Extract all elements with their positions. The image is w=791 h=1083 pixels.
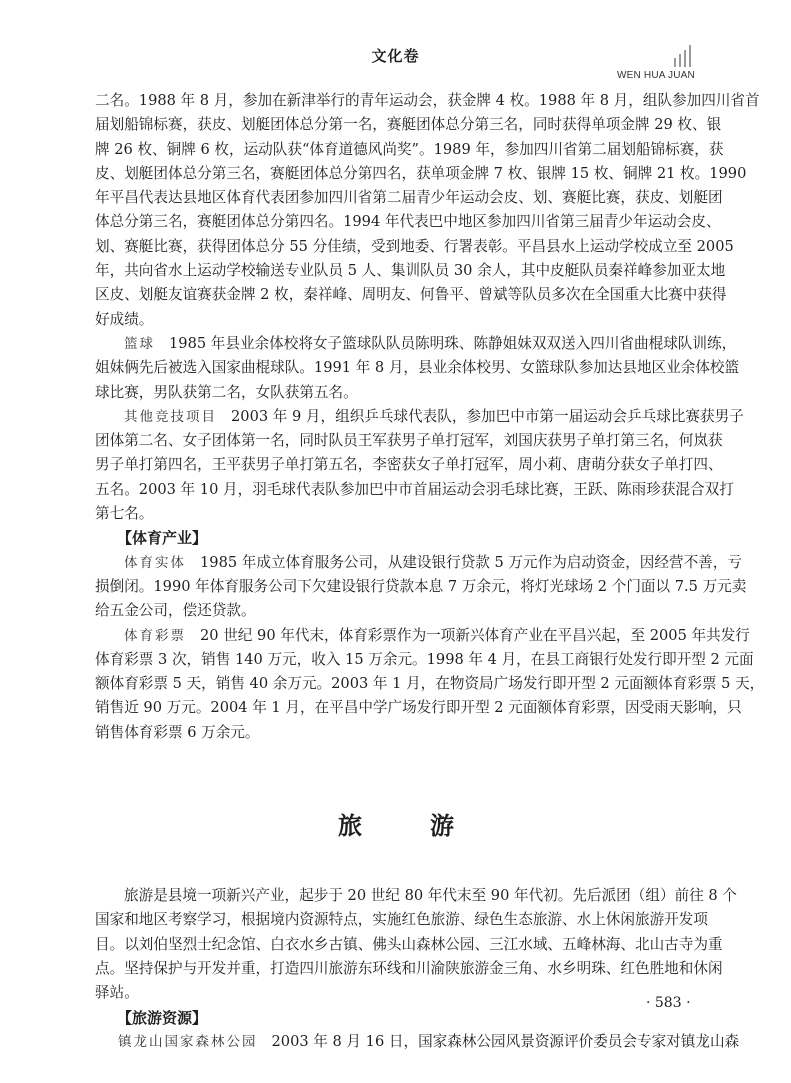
section-title-tourism: 旅 游	[338, 812, 476, 841]
text-line: 销售体育彩票 6 万余元。	[95, 723, 260, 741]
text-line: 团体第二名、女子团体第一名，同时队员王军获男子单打冠军，刘国庆获男子单打第三名，何岚获	[95, 432, 723, 450]
subheading-sports-industry: 【体育产业】	[117, 529, 208, 548]
text-line	[95, 1030, 740, 1054]
bars-logo-icon	[672, 43, 696, 67]
paragraph-basketball	[95, 332, 740, 405]
paragraph-other-sports	[95, 405, 744, 526]
spacer	[95, 851, 697, 884]
text-line: 点。坚持保护与开发并重，打造四川旅游东环线和川渝陕旅游金三角、水乡明珠、红色胜地和休闲	[95, 959, 723, 977]
text-line	[95, 405, 744, 429]
text-line: 额体育彩票 5 天，销售 40 余万元。2003 年 1 月，在物资局广场发行即开型 2 元面额体育彩票 5 天，	[95, 675, 765, 693]
text-line: 二名。1988 年 8 月，参加在新津举行的青年运动会，获金牌 4 枚。1988 年 8 月，组队参加四川省首	[95, 92, 760, 109]
lead-term-zhenlongshan: 镇龙山国家森林公园	[118, 1033, 258, 1050]
text-line: 旅游是县境一项新兴产业，起步于 20 世纪 80 年代末至 90 年代初。先后派团（组）前往 8 个	[124, 887, 737, 905]
text-line: 给五金公司，偿还贷款。	[95, 602, 256, 620]
text-run: 2003 年 8 月 16 日，国家森林公园风景资源评价委员会专家对镇龙山森	[271, 1032, 740, 1050]
text-line: 划、赛艇比赛，获得团体总分 55 分佳绩，受到地委、行署表彰。平昌县水上运动学校成立至 2005	[95, 237, 734, 255]
paragraph-zhenlongshan	[95, 1030, 740, 1054]
lead-term-sports-entity: 体育实体	[124, 554, 186, 571]
text-line: 姐妹俩先后被选入国家曲棍球队。1991 年 8 月，县业余体校男、女篮球队参加达县地区业余体校篮	[95, 359, 740, 377]
text-line: 国家和地区考察学习，根据境内资源特点，实施红色旅游、绿色生态旅游、水上休闲旅游开发项	[95, 911, 708, 929]
text-line: 好成绩。	[95, 310, 154, 328]
text-line: 五名。2003 年 10 月，羽毛球代表队参加巴中市首届运动会羽毛球比赛，王跃、陈雨珍获混合双打	[95, 480, 734, 498]
paragraph-tourism-intro	[95, 884, 737, 1005]
text-line	[95, 551, 742, 575]
text-line: 男子单打第四名，王平获男子单打第五名，李密获女子单打冠军，周小莉、唐萌分获女子单打四、	[95, 456, 723, 474]
text-line: 球比赛，男队获第二名，女队获第五名。	[95, 383, 358, 401]
paragraph-rowing	[95, 89, 760, 332]
page-number: · 583 ·	[646, 995, 691, 1011]
logo-text: WEN HUA JUAN	[617, 70, 695, 81]
paragraph-sports-entity	[95, 551, 747, 624]
text-line: 损倒闭。1990 年体育服务公司下欠建设银行贷款本息 7 万余元，将灯光球场 2 个门面以 7.5 万元卖	[95, 577, 747, 595]
spacer	[95, 745, 697, 801]
text-line: 届划船锦标赛，获皮、划艇团体总分第一名，赛艇团体总分第三名，同时获得单项金牌 29 枚、银	[95, 116, 722, 134]
text-line: 皮、划艇团体总分第三名，赛艇团体总分第四名，获单项金牌 7 枚、银牌 15 枚、铜牌 21 枚。1990	[95, 164, 747, 182]
text-run: 1985 年县业余体校将女子篮球队队员陈明珠、陈静姐妹双双送入四川省曲棍球队训练，	[169, 334, 737, 352]
text-line	[95, 332, 737, 356]
text-line: 年，共向省水上运动学校输送专业队员 5 人、集训队员 30 余人，其中皮艇队员秦祥峰参加亚太地	[95, 262, 726, 280]
text-line: 体育彩票 3 次，销售 140 万元，收入 15 万余元。1998 年 4 月，在县工商银行处发行即开型 2 元面	[95, 650, 754, 668]
subheading-tourism-resources: 【旅游资源】	[117, 1008, 208, 1027]
lead-term-basketball: 篮球	[124, 335, 155, 352]
paragraph-sports-lottery	[95, 624, 765, 745]
text-line: 体总分第三名，赛艇团体总分第四名。1994 年代表巴中地区参加四川省第三届青少年运动会皮、	[95, 213, 721, 231]
volume-title: 文化卷	[371, 47, 420, 65]
lead-term-sports-lottery: 体育彩票	[124, 627, 186, 644]
text-line: 牌 26 枚、铜牌 6 枚，运动队获“体育道德风尚奖”。1989 年，参加四川省第二届划船锦标赛，获	[95, 140, 724, 158]
text-run: 20 世纪 90 年代末，体育彩票作为一项新兴体育产业在平昌兴起，至 2005 年共发行	[200, 626, 750, 644]
text-line	[95, 624, 750, 648]
text-line: 目。以刘伯坚烈士纪念馆、白衣水乡古镇、佛头山森林公园、三江水域、五峰林海、北山古寺为重	[95, 935, 723, 953]
text-line: 年平昌代表达县地区体育代表团参加四川省第二届青少年运动会皮、划、赛艇比赛，获皮、划艇团	[95, 189, 723, 207]
text-run: 2003 年 9 月，组织乒乓球代表队，参加巴中市第一届运动会乒乓球比赛获男子	[231, 407, 744, 425]
page-body	[95, 89, 765, 1054]
text-line: 第七名。	[95, 505, 154, 523]
text-line: 区皮、划艇友谊赛获金牌 2 枚，秦祥峰、周明友、何鲁平、曾斌等队员多次在全国重大比赛中获得	[95, 286, 727, 304]
text-line: 销售近 90 万元。2004 年 1 月，在平昌中学广场发行即开型 2 元面额体育彩票，因受雨天影响，只	[95, 699, 742, 717]
text-line: 驿站。	[95, 984, 139, 1002]
lead-term-other-sports: 其他竞技项目	[124, 408, 217, 425]
text-run: 1985 年成立体育服务公司，从建设银行贷款 5 万元作为启动资金，因经营不善，亏	[200, 553, 742, 571]
